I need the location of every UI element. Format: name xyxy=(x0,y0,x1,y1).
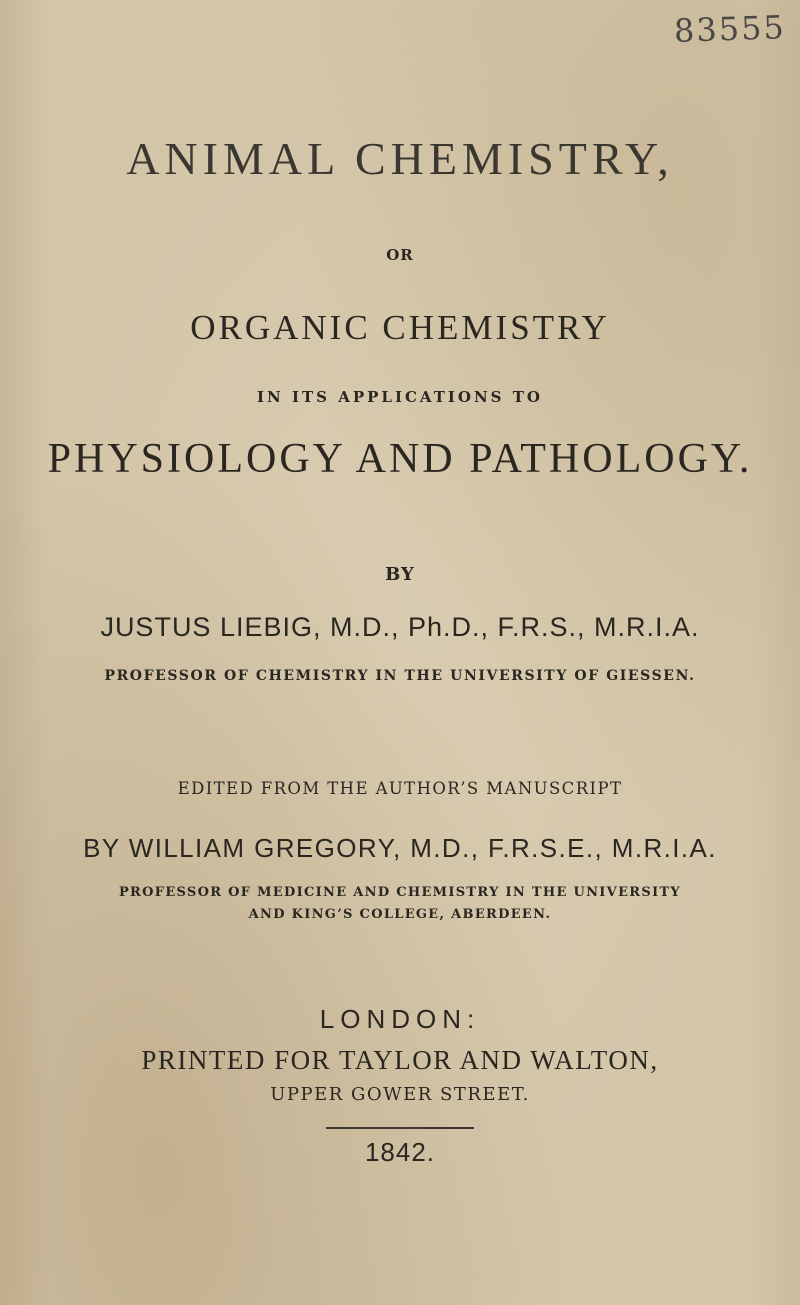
author-name: JUSTUS LIEBIG, M.D., Ph.D., F.R.S., M.R.I.A. xyxy=(100,612,700,642)
author-position: PROFESSOR OF CHEMISTRY IN THE UNIVERSITY OF GIESSEN. xyxy=(104,668,696,684)
author-by-label: BY xyxy=(385,564,415,585)
imprint-divider xyxy=(326,1127,474,1129)
subtitle-fields: PHYSIOLOGY AND PATHOLOGY. xyxy=(47,436,753,482)
book-subtitle: ORGANIC CHEMISTRY xyxy=(190,308,610,347)
editor-position-line-1: PROFESSOR OF MEDICINE AND CHEMISTRY IN THE UNIVERSITY xyxy=(118,885,682,900)
imprint-city: LONDON: xyxy=(319,1004,481,1034)
library-shelfmark: 83555 xyxy=(673,8,787,50)
imprint-publisher: PRINTED FOR TAYLOR AND WALTON, xyxy=(141,1045,659,1075)
title-conjunction: OR xyxy=(386,246,414,264)
imprint-year: 1842. xyxy=(364,1137,436,1167)
editor-note: EDITED FROM THE AUTHOR’S MANUSCRIPT xyxy=(177,779,623,798)
imprint-address: UPPER GOWER STREET. xyxy=(270,1084,530,1105)
editor-name: BY WILLIAM GREGORY, M.D., F.R.S.E., M.R.I.A. xyxy=(83,833,717,863)
subtitle-connector: IN ITS APPLICATIONS TO xyxy=(257,388,543,406)
book-title: ANIMAL CHEMISTRY, xyxy=(126,133,674,184)
editor-position-line-2: AND KING’S COLLEGE, ABERDEEN. xyxy=(248,907,552,922)
